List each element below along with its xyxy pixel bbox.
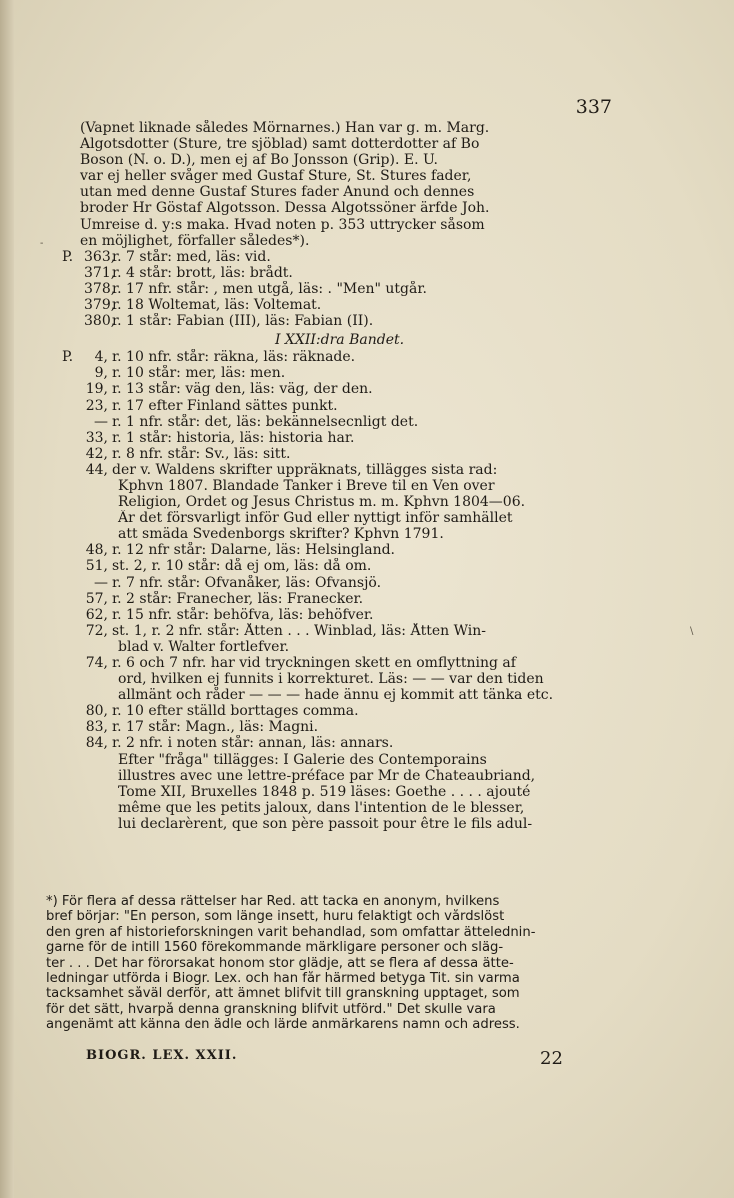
page-prefix [62, 381, 84, 397]
continuation-page-72: blad v. Walter fortlefver. [118, 638, 290, 655]
correction-entry [62, 430, 617, 446]
text-line: en möjlighet, förfaller således*). [80, 232, 310, 249]
page-prefix [62, 719, 84, 735]
text-line: Är det försvarligt inför Gud eller nyttigt inför samhället [118, 510, 513, 527]
page-prefix [62, 446, 84, 462]
corrections-volume-22-part-1 [62, 349, 617, 478]
text-line: lui declarèrent, que son père passoit pour être le fils adul- [118, 815, 533, 832]
correction-text: r. 13 står: väg den, läs: väg, der den. [112, 381, 373, 398]
correction-text: r. 7 nfr. står: Ofvanåker, läs: Ofvansjö. [112, 574, 382, 591]
page-body [62, 120, 617, 832]
correction-entry [62, 575, 617, 591]
correction-entry [62, 542, 617, 558]
correction-text: r. 8 nfr. står: Sv., läs: sitt. [112, 445, 291, 462]
page-reference: 379, [84, 297, 116, 314]
text-line: illustres avec une lettre-préface par Mr de Chateaubriand, [118, 767, 536, 784]
correction-text: st. 2, r. 10 står: då ej om, läs: då om. [112, 558, 372, 575]
correction-entry [62, 414, 617, 430]
correction-text: r. 1 nfr. står: det, läs: bekännelsecnligt det. [112, 413, 419, 430]
printer-signature: BIOGR. LEX. XXII. [86, 1048, 238, 1063]
text-line: ord, hvilken ej funnits i korrekturet. Läs: — — var den tiden [118, 671, 544, 688]
page-prefix [62, 265, 84, 281]
correction-entry [62, 349, 617, 365]
correction-entry [62, 398, 617, 414]
text-line: ledningar utförda i Biogr. Lex. och han får härmed betyga Tit. sin varma [46, 970, 520, 986]
page-reference: 380, [84, 313, 116, 330]
page-prefix [62, 462, 84, 478]
text-line: tacksamhet såväl derför, att ämnet blifvit till granskning upptaget, som [46, 986, 520, 1002]
correction-text: r. 10 står: mer, läs: men. [112, 365, 286, 382]
page-reference: 42, [85, 445, 108, 462]
page-prefix [62, 575, 84, 591]
text-line: ter . . . Det har förorsakat honom stor glädje, att se flera af dessa ätte- [46, 955, 514, 971]
page-prefix [62, 297, 84, 313]
correction-text: r. 1 står: historia, läs: historia har. [112, 429, 355, 446]
page-prefix [62, 542, 84, 558]
correction-text: st. 1, r. 2 nfr. står: Åtten . . . Winblad, läs: Åtten Win- [112, 622, 486, 639]
correction-text: r. 4 står: brott, läs: brådt. [112, 264, 293, 281]
page-reference: 19, [85, 381, 108, 398]
correction-text: r. 1 står: Fabian (III), läs: Fabian (II). [112, 313, 374, 330]
correction-entry [62, 607, 617, 623]
page-reference: 80, [85, 703, 108, 720]
page-prefix [62, 281, 84, 297]
page-reference: 363, [84, 248, 116, 265]
page-prefix [62, 591, 84, 607]
correction-entry [62, 249, 617, 265]
correction-entry [62, 735, 617, 751]
text-line: Boson (N. o. D.), men ej af Bo Jonsson (Grip). E. U. [80, 152, 438, 169]
text-line: Tome XII, Bruxelles 1848 p. 519 läses: Goethe . . . . ajouté [118, 783, 531, 800]
correction-entry [62, 381, 617, 397]
page-reference: — [94, 574, 108, 591]
page-reference: 57, [85, 590, 108, 607]
text-line: bref börjar: "En person, som länge insett, huru felaktigt och vårdslöst [46, 909, 505, 925]
page-reference: 4, [94, 349, 108, 366]
correction-entry [62, 265, 617, 281]
page-reference: 371, [84, 264, 116, 281]
page-reference: 62, [85, 606, 108, 623]
page-reference: 378, [84, 280, 116, 297]
correction-entry [62, 719, 617, 735]
text-line: Kphvn 1807. Blandade Tanker i Breve til en Ven over [118, 477, 495, 494]
page-prefix [62, 365, 84, 381]
page-number: 337 [575, 96, 612, 118]
text-line: att smäda Svedenborgs skrifter? Kphvn 1791. [118, 526, 444, 543]
page-prefix: P. [62, 349, 74, 366]
binding-gutter [0, 0, 14, 1198]
page-reference: 83, [85, 719, 108, 736]
page-prefix [62, 313, 84, 329]
correction-text: r. 7 står: med, läs: vid. [112, 248, 271, 265]
continuation-page-44 [62, 478, 617, 542]
page-reference: 74, [85, 655, 108, 671]
french-citation-note [62, 752, 617, 832]
page-reference: 44, [85, 461, 108, 478]
page-reference: 72, [85, 622, 108, 639]
page-prefix [62, 430, 84, 446]
text-line: broder Hr Göstaf Algotsson. Dessa Algotssöner ärfde Joh. [80, 200, 490, 217]
correction-text: r. 17 efter Finland sättes punkt. [112, 397, 338, 414]
correction-text: r. 10 efter ställd borttages comma. [112, 703, 359, 720]
corrections-volume-22-part-3 [62, 703, 617, 751]
text-line: *) För flera af dessa rättelser har Red. att tacka en anonym, hvilkens [46, 894, 500, 909]
page-prefix [62, 607, 84, 623]
text-line: Efter "fråga" tillägges: I Galerie des Contemporains [118, 751, 487, 768]
page-prefix [62, 655, 84, 671]
text-line: Religion, Ordet og Jesus Christus m. m. Kphvn 1804—06. [118, 494, 526, 511]
sheet-number: 22 [540, 1048, 563, 1069]
correction-entry [62, 446, 617, 462]
correction-entry [62, 591, 617, 607]
text-line: Algotsdotter (Sture, tre sjöblad) samt dotterdotter af Bo [80, 136, 480, 153]
correction-entry [62, 281, 617, 297]
page-prefix [62, 735, 84, 751]
correction-text: r. 2 står: Franecher, läs: Franecker. [112, 590, 364, 607]
correction-text: r. 2 nfr. i noten står: annan, läs: annars. [112, 735, 394, 752]
correction-text: r. 12 nfr står: Dalarne, läs: Helsingland. [112, 542, 396, 559]
correction-entry [62, 623, 617, 639]
correction-entry [62, 462, 617, 478]
corrections-volume-21 [62, 249, 617, 329]
margin-speck: - [40, 238, 44, 249]
page-reference: 48, [85, 542, 108, 559]
correction-text: r. 18 Woltemat, läs: Voltemat. [112, 297, 322, 314]
correction-page-74 [62, 655, 617, 671]
text-line: utan med denne Gustaf Stures fader Anund och dennes [80, 184, 475, 201]
text-line: (Vapnet liknade således Mörnarnes.) Han var g. m. Marg. [80, 120, 490, 136]
correction-text: r. 17 står: Magn., läs: Magni. [112, 719, 319, 736]
page-prefix [62, 703, 84, 719]
page-reference: 33, [85, 429, 108, 446]
text-line: för det sätt, hvarpå denna granskning blifvit utförd." Det skulle vara [46, 1001, 496, 1017]
section-heading: I XXII:dra Bandet. [274, 332, 405, 349]
text-line: allmänt och råder — — — hade ännu ej kommit att tänka etc. [118, 687, 554, 704]
page-prefix [62, 558, 84, 574]
correction-entry [62, 655, 617, 671]
correction-entry [62, 365, 617, 381]
correction-text: r. 10 nfr. står: räkna, läs: räknade. [112, 349, 356, 366]
margin-speck: \ [690, 626, 694, 637]
corrections-volume-22-part-2 [62, 542, 617, 639]
page-reference: 9, [94, 365, 108, 382]
text-line: même que les petits jaloux, dans l'intention de le blesser, [118, 799, 525, 816]
text-line: angenämt att känna den ädle och lärde anmärkarens namn och adress. [46, 1017, 520, 1033]
text-line: den gren af historieforskningen varit behandlad, som omfattar ättelednin- [46, 924, 536, 940]
page-reference: 23, [85, 397, 108, 414]
correction-text: r. 17 nfr. står: , men utgå, läs: . "Men" utgår. [112, 280, 427, 297]
correction-text: r. 6 och 7 nfr. har vid tryckningen skett en omflyttning af [112, 655, 516, 671]
correction-text: r. 15 nfr. står: behöfva, läs: behöfver. [112, 606, 374, 623]
footnote [46, 894, 618, 1033]
text-line: var ej heller svåger med Gustaf Sture, St. Stures fader, [80, 168, 472, 185]
correction-text: der v. Waldens skrifter uppräknats, tillägges sista rad: [112, 461, 498, 478]
correction-entry [62, 703, 617, 719]
page-prefix [62, 623, 84, 639]
correction-entry [62, 313, 617, 329]
text-line: Umreise d. y:s maka. Hvad noten p. 353 uttrycker såsom [80, 216, 485, 233]
correction-entry [62, 297, 617, 313]
continuation-page-74 [62, 671, 617, 703]
page-reference: 84, [85, 735, 108, 752]
page-prefix: P. [62, 248, 74, 265]
text-line: garne för de intill 1560 förekommande märkligare personer och släg- [46, 940, 504, 956]
correction-entry [62, 558, 617, 574]
page-reference: — [94, 413, 108, 430]
opening-paragraph [62, 120, 617, 249]
page-prefix [62, 398, 84, 414]
page-prefix [62, 414, 84, 430]
page-reference: 51, [85, 558, 108, 575]
